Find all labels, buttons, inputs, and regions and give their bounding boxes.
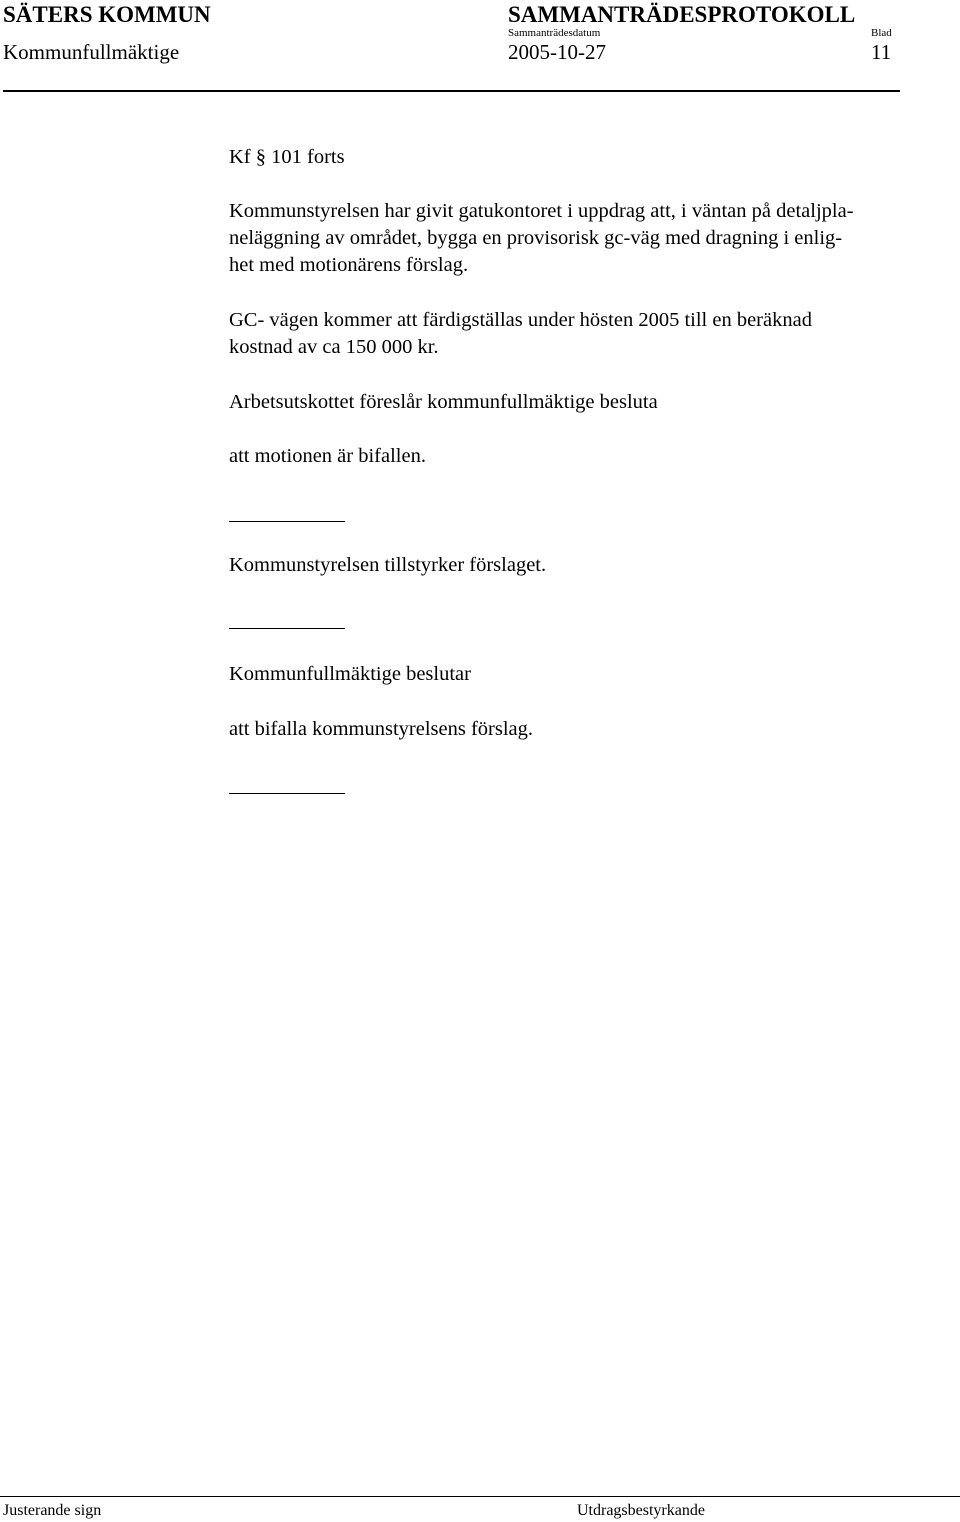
council-decides: Kommunfullmäktige beslutar [229,663,471,685]
paragraph-1-line: Kommunstyrelsen har givit gatukontoret i uppdrag att, i väntan på detaljpla- [229,200,854,222]
header-rule [3,90,900,92]
municipality-name: SÄTERS KOMMUN [3,2,211,27]
paragraph-1-line: het med motionärens förslag. [229,254,469,276]
page-label: Blad [871,27,892,39]
separator-line [229,793,345,794]
board-recommendation: Kommunstyrelsen tillstyrker förslaget. [229,554,547,576]
separator-line [229,521,345,522]
paragraph-2 [229,307,812,361]
paragraph-2-line: GC- vägen kommer att färdigställas under hösten 2005 till en beräknad [229,309,812,331]
paragraph-1-line: neläggning av området, bygga en provisorisk gc-väg med dragning i enlig- [229,227,843,249]
section-reference: Kf § 101 forts [229,146,345,168]
certification-label: Utdragsbestyrkande [577,1502,705,1519]
proposal-text: Arbetsutskottet föreslår kommunfullmäktige besluta [229,391,658,413]
date-label: Sammanträdesdatum [508,27,601,39]
separator-line [229,628,345,629]
paragraph-2-line: kostnad av ca 150 000 kr. [229,336,439,358]
document-type: SAMMANTRÄDESPROTOKOLL [508,2,856,27]
proposal-decision: att motionen är bifallen. [229,445,426,467]
council-decision: att bifalla kommunstyrelsens förslag. [229,718,534,740]
paragraph-1 [229,198,854,279]
footer-rule [0,1496,960,1497]
meeting-body: Kommunfullmäktige [3,40,180,64]
signature-label: Justerande sign [3,1502,102,1519]
meeting-date: 2005-10-27 [508,40,606,64]
page-number: 11 [871,40,892,64]
